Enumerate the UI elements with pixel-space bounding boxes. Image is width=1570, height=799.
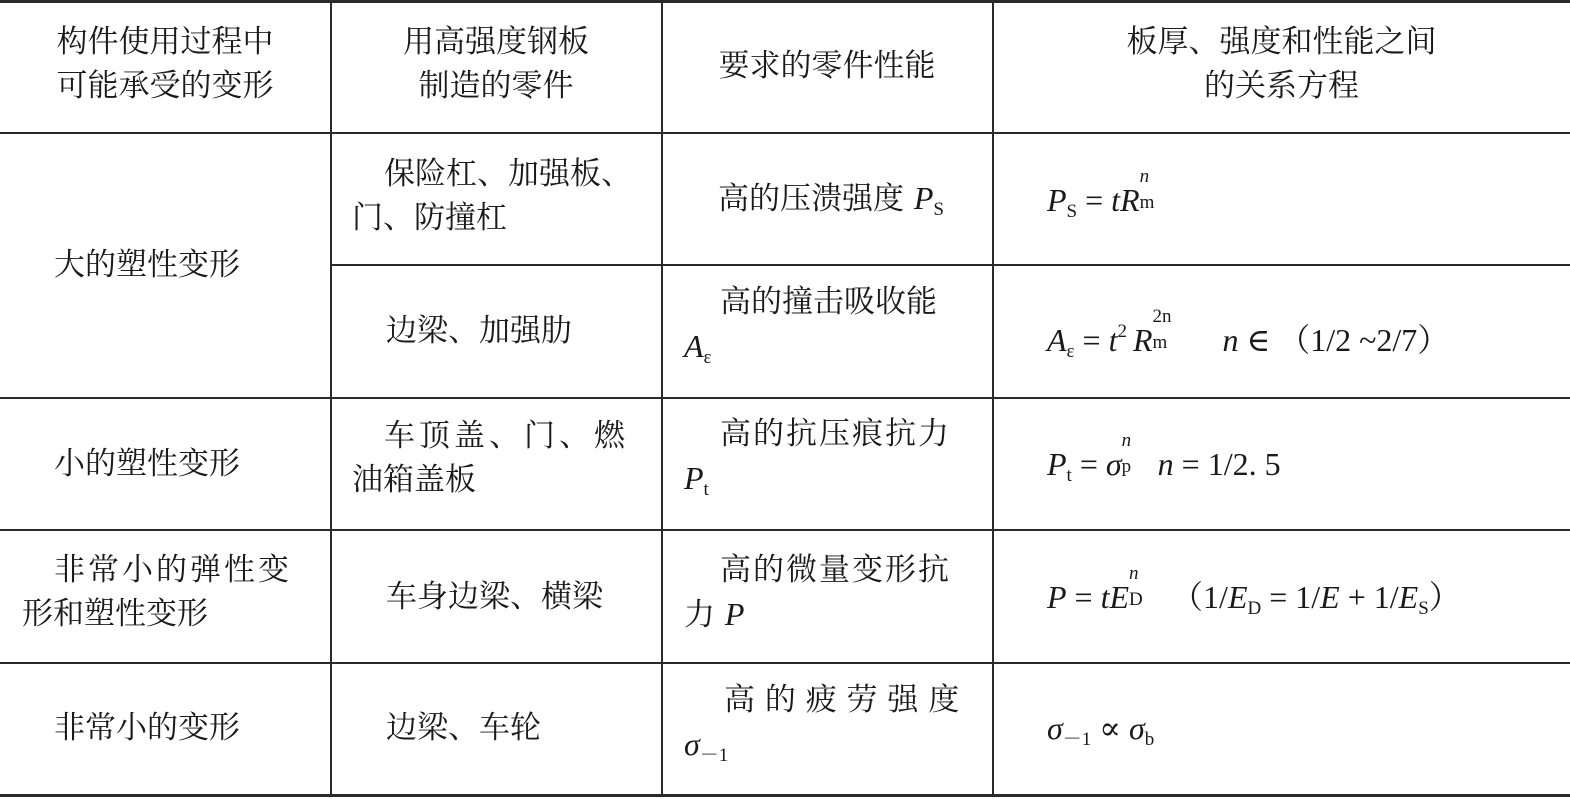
row4-deformation: [22, 548, 322, 636]
row1-performance: [718, 176, 988, 232]
row4-performance-text: 高的微量变形抗: [720, 552, 951, 588]
eq4-sub: D: [1129, 589, 1143, 610]
eq4-plus: + 1/: [1339, 579, 1399, 615]
header-performance-line1: 要求的零件性能: [718, 48, 936, 84]
eq4-eq: = 1/: [1261, 579, 1321, 615]
header-performance: [662, 44, 992, 88]
col-rule-1: [330, 0, 332, 797]
eq1-R: R: [1120, 182, 1140, 218]
eq3-supsub: [1121, 430, 1144, 477]
row3-deformation: 小的塑性变形: [54, 446, 240, 482]
eq2-sub: ε: [1066, 341, 1075, 362]
row1-equation: [1047, 166, 1547, 234]
eq2-R: R: [1132, 322, 1153, 358]
eq5-sigma: σ: [1047, 710, 1063, 746]
eq4-supsub: [1129, 563, 1151, 610]
row-rule-4: [0, 662, 1570, 664]
eq4-E: E: [1109, 579, 1130, 615]
row1-part-line1: 保险杠、加强板、: [384, 156, 632, 192]
eq4-E2: E: [1320, 579, 1340, 615]
eq2-t: t: [1108, 322, 1118, 358]
eq5-prop: ∝: [1091, 710, 1129, 746]
eq1-op: =: [1077, 182, 1112, 218]
row1-performance-symbol: P: [913, 180, 934, 216]
row2-performance-symbol: A: [684, 328, 704, 364]
eq3-sigma: σ: [1105, 446, 1122, 482]
eq5-sigma-b: σ: [1128, 710, 1145, 746]
row5-part: 边梁、车轮: [386, 710, 541, 746]
row1-part-line2: 门、防撞杠: [352, 200, 507, 236]
row2-performance-text: 高的撞击吸收能: [720, 284, 937, 320]
row2-performance: [684, 280, 984, 380]
eq1-sub2: m: [1139, 192, 1155, 213]
eq2-op: =: [1074, 322, 1109, 358]
eq5-sub-b: b: [1144, 729, 1155, 750]
eq2-n: n: [1222, 322, 1239, 358]
row4-performance: [684, 548, 984, 637]
row5-deformation: 非常小的变形: [54, 710, 240, 746]
row1-performance-text: 高的压溃强度: [718, 181, 914, 217]
eq1-supsub: [1139, 166, 1162, 213]
eq2-symbol: A: [1047, 322, 1067, 358]
row1-deformation: 大的塑性变形: [54, 247, 240, 283]
col-rule-3: [992, 0, 994, 797]
eq1-sub: S: [1066, 201, 1078, 222]
row3-performance: [684, 412, 984, 512]
eq2-sup-t: 2: [1117, 321, 1127, 342]
table-top-rule: [0, 0, 1570, 3]
row3-performance-sub: t: [703, 479, 709, 500]
eq3-op: =: [1071, 446, 1106, 482]
row3-performance-symbol: P: [684, 460, 704, 496]
row3-part-line2: 油箱盖板: [352, 462, 476, 498]
header-deformation: [0, 20, 330, 108]
row4-part: 车身边梁、横梁: [386, 579, 603, 615]
row4-deformation-line1: 非常小的弹性变: [54, 552, 292, 588]
row4-deformation-line2: 形和塑性变形: [22, 596, 208, 632]
header-deformation-line2: 可能承受的变形: [56, 68, 274, 104]
header-equation-line2: 的关系方程: [1204, 68, 1359, 104]
eq4-ED: E: [1227, 579, 1248, 615]
row-rule-1: [331, 264, 1570, 266]
eq2-range: ∈ （1/2 ~2/7）: [1238, 322, 1450, 358]
table-bottom-rule: [0, 794, 1570, 797]
col-rule-2: [661, 0, 663, 797]
eq4-P: P: [1047, 579, 1067, 615]
eq1-t: t: [1111, 182, 1121, 218]
row5-performance: [684, 678, 984, 778]
eq4-ES-sub: S: [1418, 598, 1429, 619]
row5-performance-symbol: σ: [684, 726, 700, 762]
row2-performance-sub: ε: [703, 347, 712, 368]
row4-performance-prefix: 力: [684, 597, 725, 633]
eq2-supsub: [1152, 306, 1193, 353]
eq1-sup: n: [1139, 166, 1150, 187]
eq3-value: = 1/2. 5: [1173, 446, 1281, 482]
row2-part: 边梁、加强肋: [386, 313, 572, 349]
header-bottom-rule: [0, 132, 1570, 134]
header-part-line1: 用高强度钢板: [403, 24, 589, 60]
header-part-line2: 制造的零件: [418, 68, 574, 104]
row5-equation: [1047, 706, 1547, 762]
eq3-n: n: [1157, 446, 1174, 482]
row-rule-3: [0, 529, 1570, 531]
row1-performance-sub: S: [933, 199, 944, 220]
header-equation-line1: 板厚、强度和性能之间: [1126, 24, 1437, 60]
header-part: [331, 20, 661, 108]
eq3-sup: n: [1121, 430, 1132, 451]
eq4-op: =: [1066, 579, 1101, 615]
row3-part: [352, 414, 652, 502]
row2-equation: [1047, 306, 1567, 374]
row1-part: [352, 152, 652, 240]
eq4-ED-sub: D: [1247, 598, 1262, 619]
eq5-sub: －1: [1062, 729, 1092, 750]
eq3-sub: t: [1066, 465, 1072, 486]
row3-equation: [1047, 430, 1547, 498]
eq4-close: ）: [1428, 579, 1461, 615]
row-rule-2: [0, 397, 1570, 399]
eq4-t: t: [1100, 579, 1110, 615]
eq4-sup: n: [1129, 563, 1139, 584]
header-deformation-line1: 构件使用过程中: [56, 24, 274, 60]
row5-performance-sub: －1: [699, 745, 729, 766]
eq3-symbol: P: [1047, 446, 1067, 482]
eq2-sub2: m: [1152, 332, 1168, 353]
eq2-sup: 2n: [1152, 306, 1172, 327]
eq3-sub2: p: [1121, 456, 1132, 477]
eq4-open: （1/: [1171, 579, 1228, 615]
eq1-symbol: P: [1047, 182, 1067, 218]
row4-performance-symbol: P: [724, 596, 745, 632]
row3-performance-text: 高的抗压痕抗力: [720, 416, 951, 452]
header-equation: [993, 20, 1570, 108]
row4-equation: [1047, 563, 1567, 631]
row5-performance-text: 高 的 疲 劳 强 度: [724, 682, 960, 718]
eq4-ES: E: [1398, 579, 1419, 615]
row3-part-line1: 车顶盖、门、燃: [384, 418, 629, 454]
